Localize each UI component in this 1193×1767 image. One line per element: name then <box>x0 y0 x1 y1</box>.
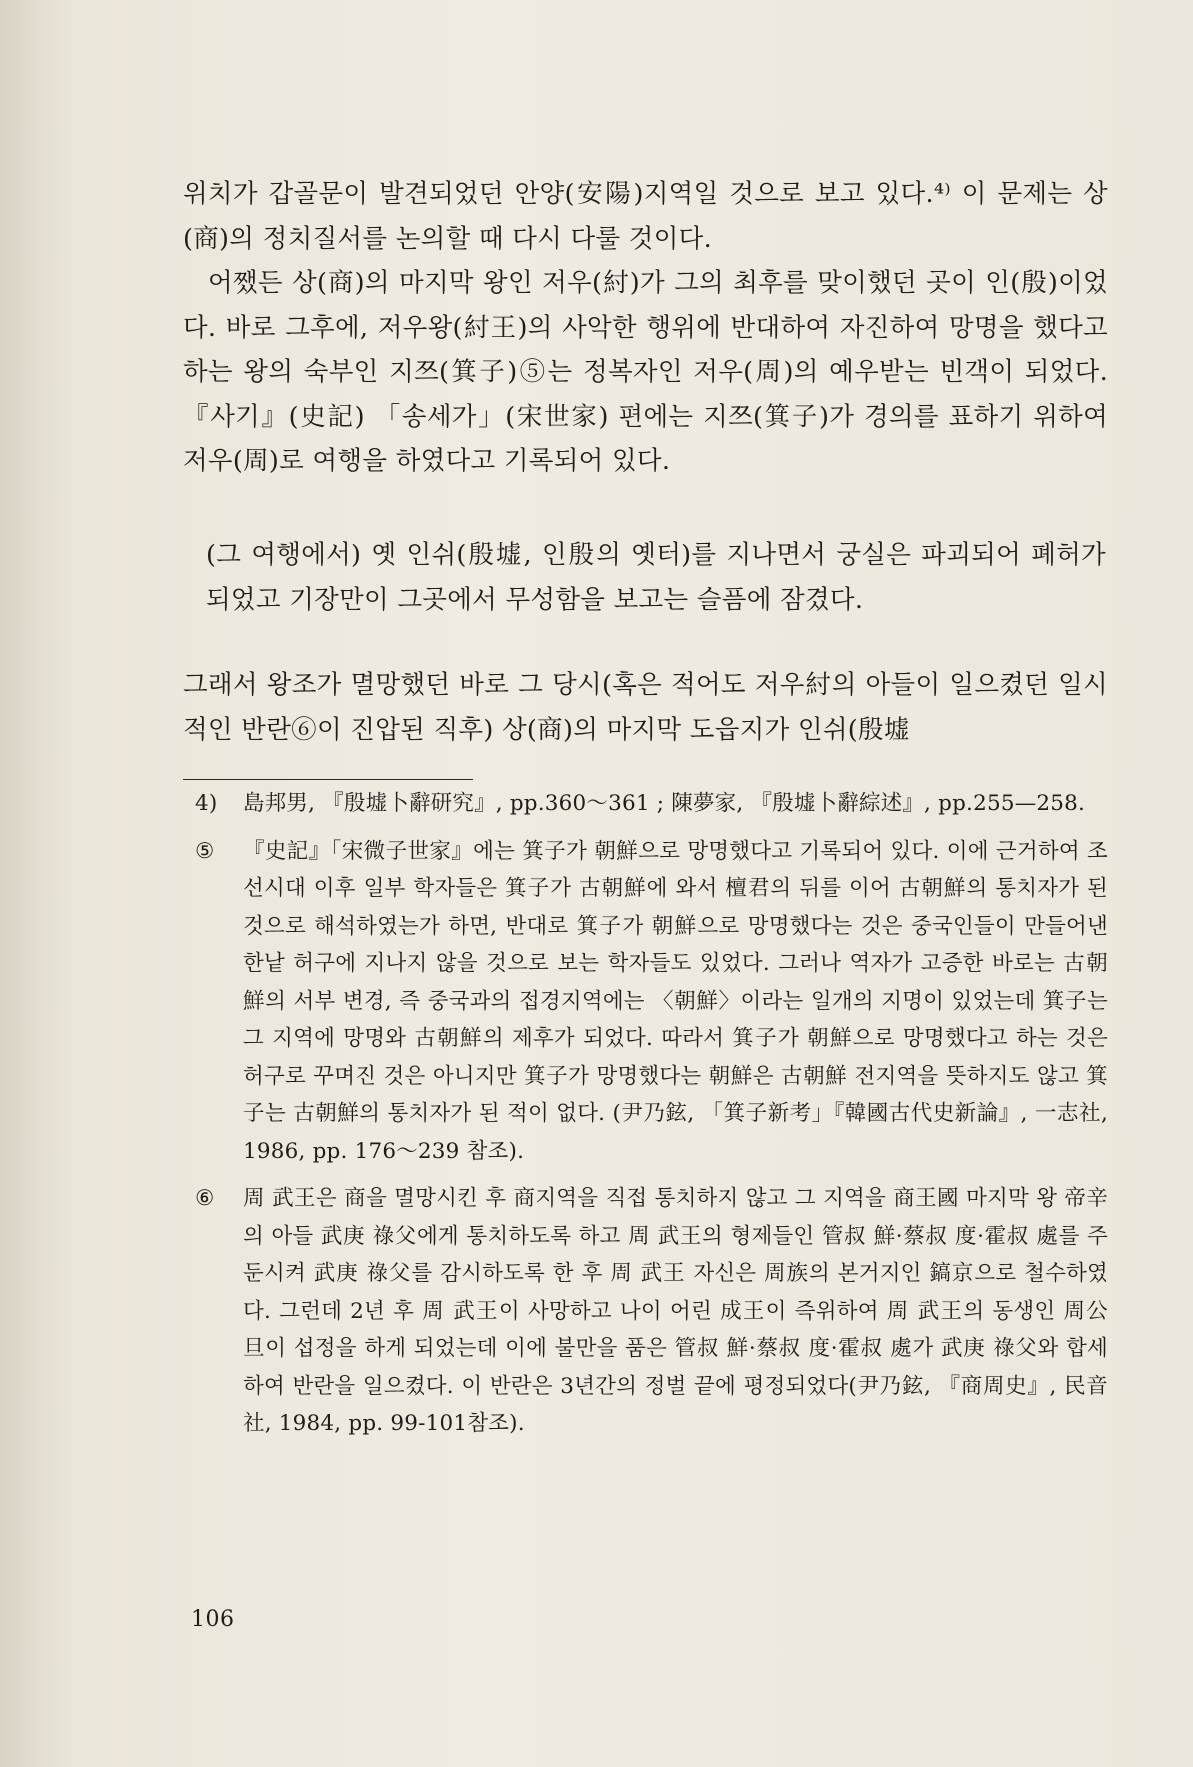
paragraph-3: 그래서 왕조가 멸망했던 바로 그 당시(혹은 적어도 저우紂의 아들이 일으켰던 일시적인 반란⑥이 진압된 직후) 상(商)의 마지막 도읍지가 인쉬(殷墟 <box>183 670 1108 745</box>
footnote-4 <box>183 785 1108 823</box>
page-number: 106 <box>191 1607 235 1632</box>
block-quote: (그 여행에서) 옛 인쉬(殷墟, 인殷의 옛터)를 지나면서 궁실은 파괴되어 폐허가 되었고 기장만이 그곳에서 무성함을 보고는 슬픔에 잠겼다. <box>206 540 1106 615</box>
footnote-text: 『史記』「宋微子世家』에는 箕子가 朝鮮으로 망명했다고 기록되어 있다. 이에 근거하여 조선시대 이후 일부 학자들은 箕子가 古朝鮮에 와서 檀君의 뒤를 이어 古朝鮮의 통치자가 된 것으로 해석하였는가 하면, 반대로 箕子가 朝鮮으로 망명했다는 것은 중국인들이 만들어낸 한낱 허구에 지나지 않을 것으로 보는 학자들도 있었다. 그러나 역자가 고증한 바로는 古朝鮮의 서부 변경, 즉 중국과의 접경지역에는 〈朝鮮〉이라는 일개의 지명이 있었는데 箕子는 그 지역에 망명와 古朝鮮의 제후가 되었다. 따라서 箕子가 朝鮮으로 망명했다고 하는 것은 허구로 꾸며진 것은 아니지만 箕子가 망명했다는 朝鮮은 古朝鮮 전지역을 뜻하지도 않고 箕子는 古朝鮮의 통치자가 된 적이 없다. (尹乃鉉, 「箕子新考」『韓國古代史新論』, 一志社, 1986, pp. 176～239 참조). <box>243 838 1108 1164</box>
footnote-6 <box>183 1180 1108 1443</box>
footnotes <box>183 785 1108 1443</box>
paragraph-1: 위치가 갑골문이 발견되었던 안양(安陽)지역일 것으로 보고 있다.⁴⁾ 이 문제는 상(商)의 정치질서를 논의할 때 다시 다룰 것이다. <box>183 179 1108 254</box>
paragraph-2: 어쨌든 상(商)의 마지막 왕인 저우(紂)가 그의 최후를 맞이했던 곳이 인(殷)이었다. 바로 그후에, 저우왕(紂王)의 사악한 행위에 반대하여 자진하여 망명을 했다고 하는 왕의 숙부인 지쯔(箕子)⑤는 정복자인 저우(周)의 예우받는 빈객이 되었다. 『사기』(史記) 「송세가」(宋世家) 편에는 지쯔(箕子)가 경의를 표하기 위하여 저우(周)로 여행을 하였다고 기록되어 있다. <box>183 268 1108 476</box>
footnote-5 <box>183 833 1108 1171</box>
main-text <box>183 172 1108 484</box>
footnote-divider <box>183 779 473 780</box>
footnote-text: 島邦男, 『殷墟卜辭研究』, pp.360～361 ; 陳夢家, 『殷墟卜辭綜述』, pp.255—258. <box>243 791 1086 816</box>
footnote-marker: ⑤ <box>195 838 215 864</box>
footnote-marker: 4) <box>195 791 218 816</box>
footnote-marker: ⑥ <box>195 1186 215 1211</box>
footnote-text: 周 武王은 商을 멸망시킨 후 商지역을 직접 통치하지 않고 그 지역을 商王國 마지막 왕 帝辛의 아들 武庚 祿父에게 통치하도록 하고 周 武王의 형제들인 管叔 鮮·蔡叔 度·霍叔 處를 주둔시켜 武庚 祿父를 감시하도록 한 후 周 武王 자신은 周族의 본거지인 鎬京으로 철수하였다. 그런데 2년 후 周 武王이 사망하고 나이 어린 成王이 즉위하여 周 武王의 동생인 周公 旦이 섭정을 하게 되었는데 이에 불만을 품은 管叔 鮮·蔡叔 度·霍叔 處가 武庚 祿父와 합세하여 반란을 일으켰다. 이 반란은 3년간의 정벌 끝에 평정되었다(尹乃鉉, 『商周史』, 民音社, 1984, pp. 99-101참조). <box>243 1186 1108 1436</box>
